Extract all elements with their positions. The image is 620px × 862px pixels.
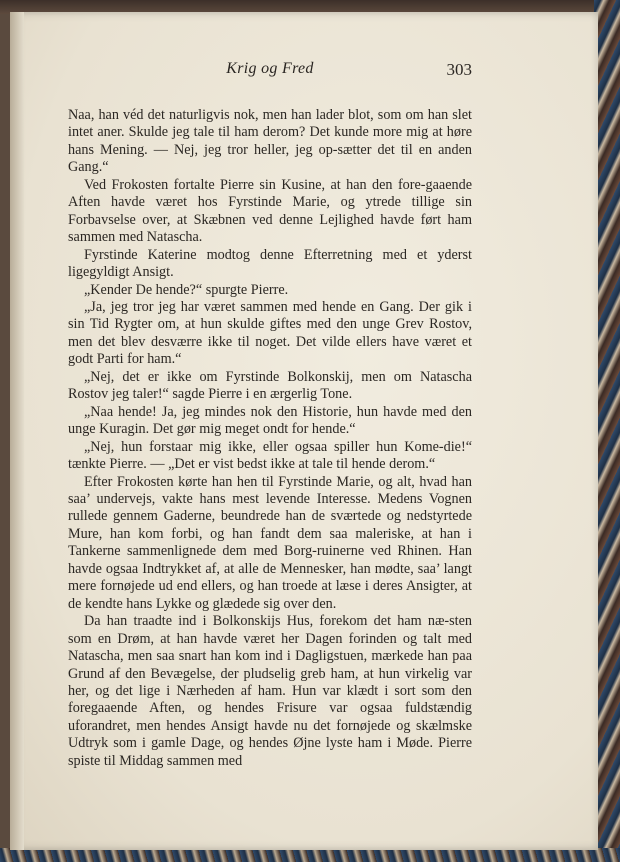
paragraph: „Kender De hende?“ spurgte Pierre. xyxy=(84,281,289,298)
paragraph: Efter Frokosten kørte han hen til Fyrstinde Marie, og alt, hvad han saa’ undervejs, vakte hans mest levende Interesse. Medens Vognen rullede gennem Gaderne, beundrede han de sværtede og nedstyrtede Mure, han kom forbi, og han fandt dem saa maleriske, at han i Tankerne sammenlignede dem med Borg-ruinerne ved Rhinen. Han havde ogsaa Indtrykket af, at alle de Mennesker, han mødte, saa’ langt mere fornøjede ud end ellers, og han troede at læse i deres Ansigter, at de kendte hans Lykke og glædede sig over den. xyxy=(68,473,472,612)
paragraph: Ved Frokosten fortalte Pierre sin Kusine, at han den fore-gaaende Aften havde været hos Fyrstinde Marie, og ytrede tillige sin Forbavselse over, at Skæbnen ved denne Lejlighed havde ført ham sammen med Natascha. xyxy=(68,176,472,246)
paragraph: Fyrstinde Katerine modtog denne Efterretning med et yderst ligegyldigt Ansigt. xyxy=(68,246,472,281)
running-title: Krig og Fred xyxy=(226,60,314,77)
paragraph: Naa, han véd det naturligvis nok, men han lader blot, som om han slet intet aner. Skulde jeg tale til ham derom? Det kunde more mig at høre hans Mening. — Nej, jeg tror heller, jeg op-sætter det til en anden Gang.“ xyxy=(68,107,472,176)
body-text xyxy=(68,107,472,770)
page-header xyxy=(68,60,472,86)
page-gutter xyxy=(10,12,24,850)
page-number: 303 xyxy=(446,60,472,79)
paragraph: „Nej, det er ikke om Fyrstinde Bolkonskij, men om Natascha Rostov jeg taler!“ sagde Pierre i en ærgerlig Tone. xyxy=(68,368,472,403)
paragraph: „Nej, hun forstaar mig ikke, eller ogsaa spiller hun Kome-die!“ tænkte Pierre. — „Det er vist bedst ikke at tale til hende derom.“ xyxy=(68,438,472,473)
paragraph: „Ja, jeg tror jeg har været sammen med hende en Gang. Der gik i sin Tid Rygter om, at hun skulde giftes med den unge Grev Rostov, men det blev desværre ikke til noget. Det vilde ellers have været et godt Parti for ham.“ xyxy=(68,298,472,368)
marbled-bottom-edge xyxy=(0,848,620,862)
paragraph: „Naa hende! Ja, jeg mindes nok den Historie, hun havde med den unge Kuragin. Det gør mig meget ondt for hende.“ xyxy=(68,403,472,438)
paragraph: Da han traadte ind i Bolkonskijs Hus, forekom det ham næ-sten som en Drøm, at han havde været her Dagen forinden og talt med Natascha, men saa snart han kom ind i Dagligstuen, mærkede han paa Grund af den Bevægelse, der pludselig greb ham, at hun virkelig var her, og det lige i Nærheden af ham. Hun var klædt i sort som den foregaaende Aften, og hendes Frisure var ogsaa fuldstændig uforandret, men hendes Ansigt havde nu det fornøjede og skælmske Udtryk som i gamle Dage, og hendes Øjne lyste ham i Møde. Pierre spiste til Middag sammen med xyxy=(68,613,472,769)
